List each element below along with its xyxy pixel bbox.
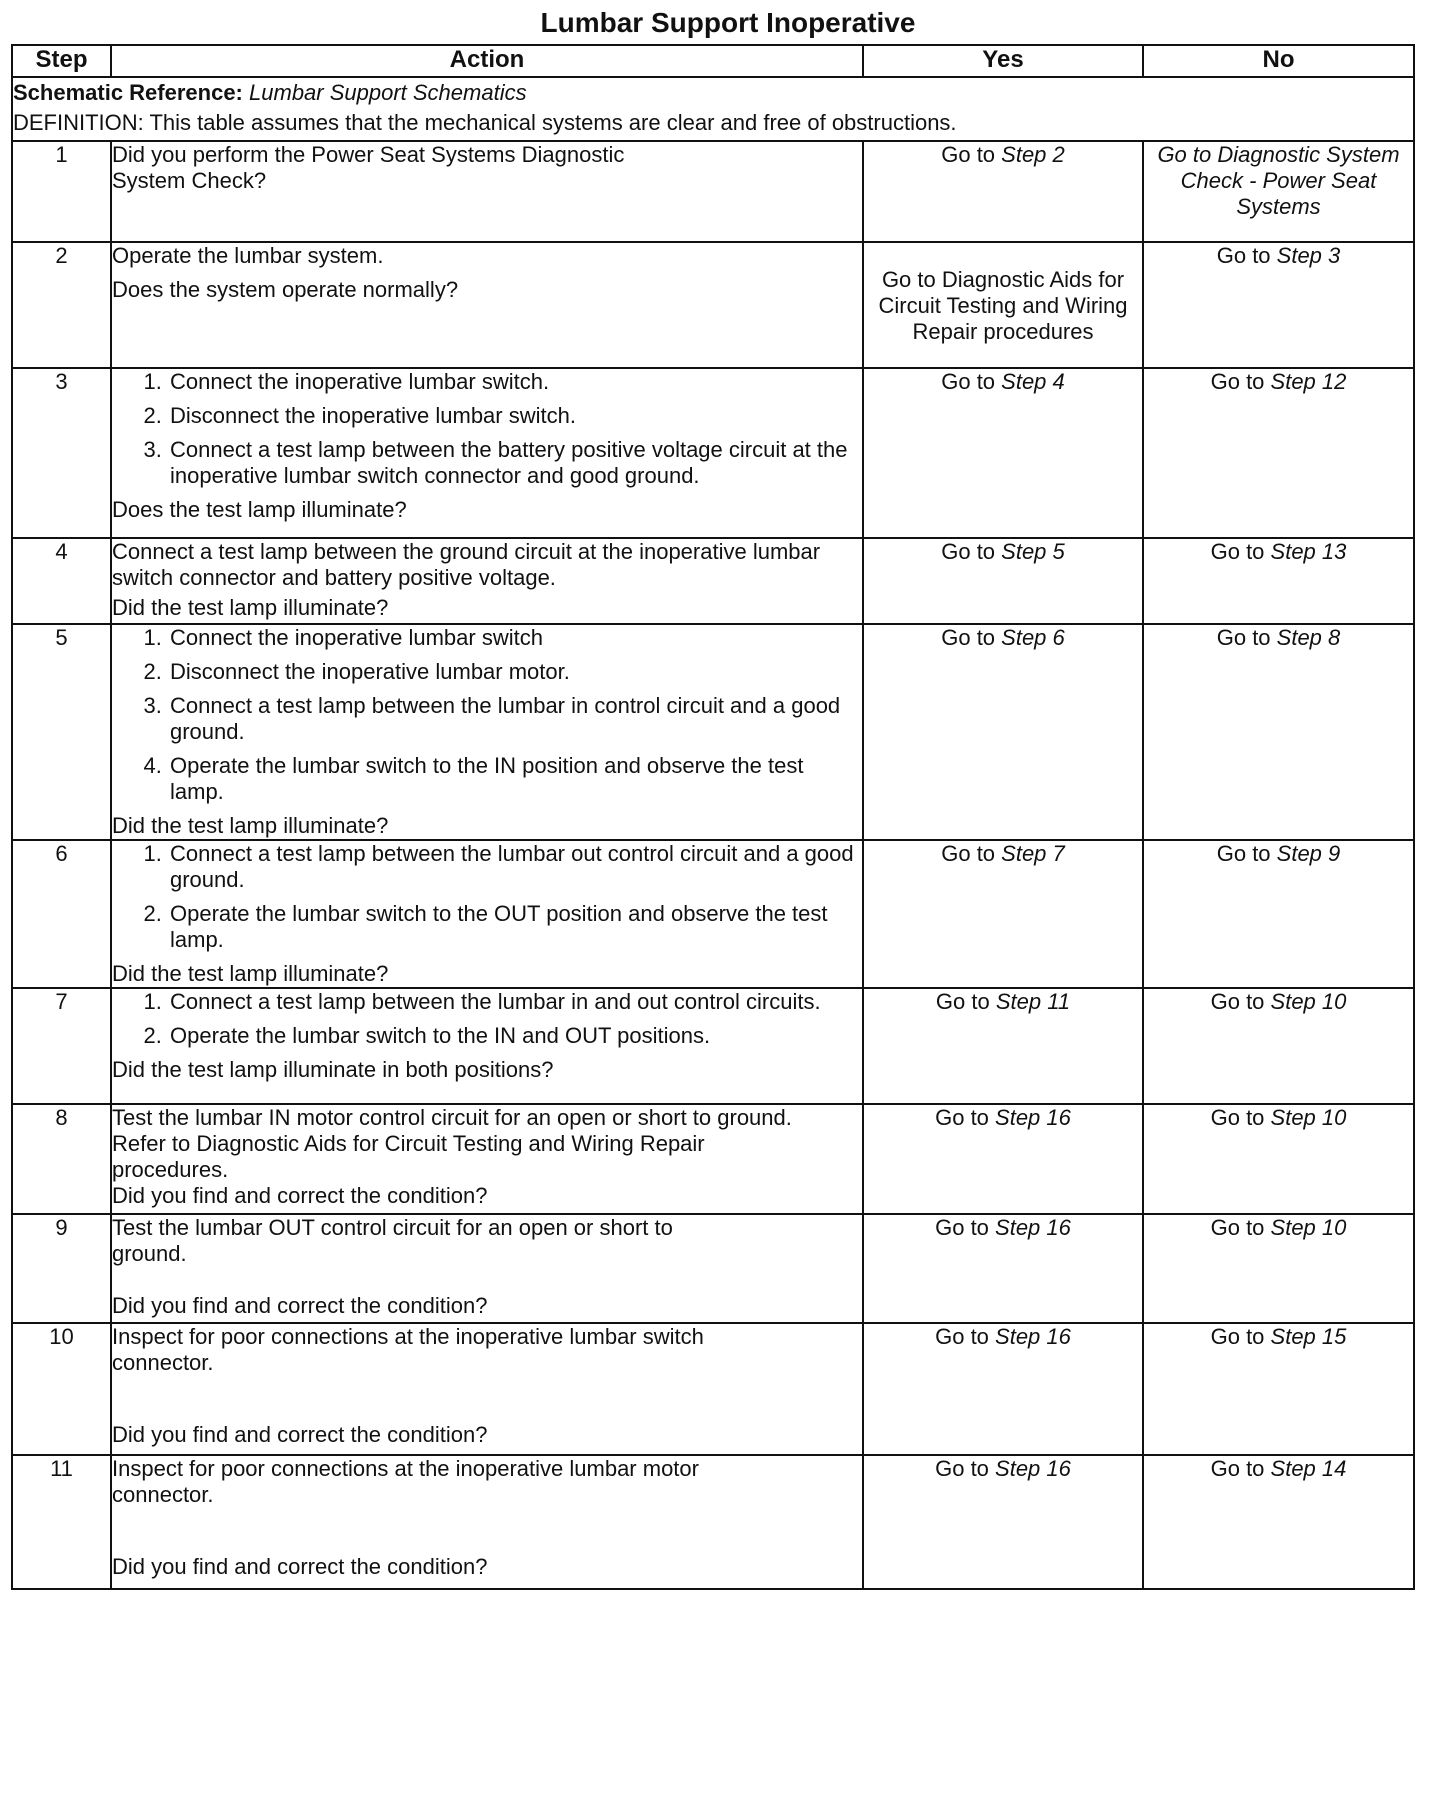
step-number: 6: [12, 840, 111, 988]
action-step-item: 1. Connect the inoperative lumbar switch.: [168, 369, 862, 395]
header-action: Action: [111, 45, 863, 77]
action-question: Did you find and correct the condition?: [112, 1183, 488, 1208]
no-cell: [1143, 624, 1414, 840]
action-step-item: 3. Connect a test lamp between the lumbar in control circuit and a good ground.: [168, 693, 862, 745]
header-step: Step: [12, 45, 111, 77]
action-cell: [111, 840, 863, 988]
action-question: Did the test lamp illuminate?: [112, 595, 389, 620]
action-step-item: 1. Connect the inoperative lumbar switch: [168, 625, 862, 651]
no-step-link[interactable]: Step 10: [1270, 989, 1347, 1014]
no-prefix: Go to: [1216, 625, 1277, 650]
table-row: [12, 988, 1414, 1104]
yes-cell: [863, 1104, 1143, 1214]
no-cell: [1143, 1104, 1414, 1214]
no-cell: [1143, 368, 1414, 538]
action-steps: [112, 841, 862, 953]
no-cell: [1143, 1214, 1414, 1323]
table-row: [12, 242, 1414, 368]
yes-step-link[interactable]: Step 16: [995, 1105, 1071, 1130]
step-number: 5: [12, 624, 111, 840]
no-step-link[interactable]: Step 3: [1276, 243, 1341, 268]
action-question: Does the test lamp illuminate?: [112, 497, 407, 522]
step-number: 3: [12, 368, 111, 538]
action-cell: [111, 1323, 863, 1455]
table-row: [12, 1455, 1414, 1589]
action-step-item: 3. Connect a test lamp between the battery positive voltage circuit at the inoperative lumbar switch connector and good ground.: [168, 437, 862, 489]
action-question: Did the test lamp illuminate in both positions?: [112, 1057, 554, 1082]
yes-cell: [863, 538, 1143, 624]
no-prefix: Go to: [1210, 539, 1271, 564]
no-step-link[interactable]: Step 14: [1270, 1456, 1347, 1481]
yes-step-link[interactable]: Step 16: [995, 1456, 1071, 1481]
no-prefix: Go to: [1210, 1324, 1271, 1349]
action-question: Does the system operate normally?: [112, 277, 459, 302]
table-row: [12, 368, 1414, 538]
action-intro: Inspect for poor connections at the inoperative lumbar motor connector.: [112, 1456, 699, 1507]
action-cell: [111, 1104, 863, 1214]
yes-step-link[interactable]: Step 7: [1001, 841, 1065, 866]
action-intro: Test the lumbar OUT control circuit for an open or short to ground.: [112, 1215, 673, 1266]
yes-prefix: Go to: [935, 1215, 996, 1240]
yes-step-link[interactable]: Step 2: [1001, 142, 1065, 167]
step-number: 1: [12, 141, 111, 242]
no-prefix: Go to: [1210, 989, 1271, 1014]
yes-step-link[interactable]: Step 6: [1001, 625, 1065, 650]
reference-row: [12, 77, 1414, 141]
table-row: [12, 1104, 1414, 1214]
table-row: [12, 1214, 1414, 1323]
action-intro: Inspect for poor connections at the inoperative lumbar switch connector.: [112, 1324, 704, 1375]
action-question: Did the test lamp illuminate?: [112, 813, 389, 838]
reference-cell: [12, 77, 1414, 141]
action-step-item: 2. Disconnect the inoperative lumbar switch.: [168, 403, 862, 429]
action-cell: [111, 1214, 863, 1323]
no-cell: [1143, 242, 1414, 368]
yes-link[interactable]: Go to Diagnostic Aids for Circuit Testing and Wiring Repair procedures: [878, 267, 1128, 344]
action-question: Did you find and correct the condition?: [112, 1422, 488, 1447]
definition-text: DEFINITION: This table assumes that the mechanical systems are clear and free of obstructions.: [13, 110, 957, 135]
action-cell: [111, 368, 863, 538]
table-header-row: [12, 45, 1414, 77]
step-number: 4: [12, 538, 111, 624]
action-cell: [111, 242, 863, 368]
yes-prefix: Go to: [935, 1324, 996, 1349]
yes-prefix: Go to: [935, 989, 996, 1014]
table-row: [12, 141, 1414, 242]
yes-prefix: Go to: [935, 1105, 996, 1130]
no-cell: [1143, 538, 1414, 624]
schematic-label: Schematic Reference:: [13, 80, 243, 105]
yes-cell: [863, 840, 1143, 988]
action-question: Did you find and correct the condition?: [112, 1293, 488, 1318]
action-intro: Test the lumbar IN motor control circuit for an open or short to ground. Refer to Diagnostic Aids for Circuit Testing and Wiring Repair procedures.: [112, 1105, 792, 1182]
no-step-link[interactable]: Step 15: [1270, 1324, 1347, 1349]
no-prefix: Go to: [1210, 369, 1271, 394]
yes-step-link[interactable]: Step 16: [995, 1324, 1071, 1349]
no-step-link[interactable]: Step 9: [1276, 841, 1341, 866]
action-question: Did you find and correct the condition?: [112, 1554, 488, 1579]
header-yes: Yes: [863, 45, 1143, 77]
no-cell: [1143, 1455, 1414, 1589]
yes-cell: [863, 988, 1143, 1104]
no-cell: [1143, 141, 1414, 242]
no-step-link[interactable]: Step 10: [1270, 1215, 1347, 1240]
action-steps: [112, 625, 862, 805]
yes-cell: [863, 368, 1143, 538]
yes-step-link[interactable]: Step 16: [995, 1215, 1071, 1240]
yes-cell: [863, 141, 1143, 242]
step-number: 2: [12, 242, 111, 368]
action-cell: [111, 141, 863, 242]
schematic-reference: [13, 80, 1413, 106]
action-steps: [112, 369, 862, 489]
action-steps: [112, 989, 862, 1049]
action-step-item: 1. Connect a test lamp between the lumbar in and out control circuits.: [168, 989, 862, 1015]
action-cell: [111, 1455, 863, 1589]
step-number: 9: [12, 1214, 111, 1323]
table-row: [12, 1323, 1414, 1455]
no-step-link[interactable]: Step 12: [1270, 369, 1347, 394]
action-question: Did the test lamp illuminate?: [112, 961, 389, 986]
table-row: [12, 624, 1414, 840]
no-prefix: Go to: [1210, 1105, 1271, 1130]
diagnostic-table: [11, 44, 1415, 1590]
step-number: 10: [12, 1323, 111, 1455]
action-cell: [111, 988, 863, 1104]
no-cell: [1143, 840, 1414, 988]
action-intro: Operate the lumbar system.: [112, 243, 384, 268]
no-prefix: Go to: [1216, 841, 1277, 866]
no-prefix: Go to: [1210, 1215, 1271, 1240]
yes-step-link[interactable]: Step 11: [995, 989, 1071, 1014]
action-step-item: 1. Connect a test lamp between the lumbar out control circuit and a good ground.: [168, 841, 862, 893]
yes-prefix: Go to: [941, 539, 1002, 564]
no-cell: [1143, 1323, 1414, 1455]
action-intro: Connect a test lamp between the ground circuit at the inoperative lumbar switch connector and battery positive voltage.: [112, 539, 821, 590]
table-row: [12, 538, 1414, 624]
action-cell: [111, 538, 863, 624]
yes-prefix: Go to: [941, 841, 1002, 866]
yes-cell: [863, 624, 1143, 840]
yes-cell: [863, 242, 1143, 368]
no-step-link[interactable]: Step 8: [1276, 625, 1341, 650]
yes-prefix: Go to: [941, 142, 1002, 167]
page-title: Lumbar Support Inoperative: [540, 7, 916, 38]
yes-step-link[interactable]: Step 4: [1001, 369, 1065, 394]
yes-cell: [863, 1455, 1143, 1589]
no-cell: [1143, 988, 1414, 1104]
yes-cell: [863, 1214, 1143, 1323]
action-step-item: 2. Operate the lumbar switch to the IN and OUT positions.: [168, 1023, 862, 1049]
header-no: No: [1143, 45, 1414, 77]
action-step-item: 2. Operate the lumbar switch to the OUT position and observe the test lamp.: [168, 901, 862, 953]
action-text: Did you perform the Power Seat Systems Diagnostic System Check?: [112, 142, 625, 193]
schematic-link[interactable]: Lumbar Support Schematics: [249, 80, 527, 105]
no-step-link[interactable]: Step 13: [1270, 539, 1347, 564]
action-step-item: 4. Operate the lumbar switch to the IN position and observe the test lamp.: [168, 753, 862, 805]
no-step-link[interactable]: Step 10: [1270, 1105, 1347, 1130]
step-number: 7: [12, 988, 111, 1104]
yes-cell: [863, 1323, 1143, 1455]
yes-prefix: Go to: [941, 369, 1002, 394]
no-prefix: Go to: [1210, 1456, 1271, 1481]
step-number: 8: [12, 1104, 111, 1214]
action-step-item: 2. Disconnect the inoperative lumbar motor.: [168, 659, 862, 685]
yes-step-link[interactable]: Step 5: [1001, 539, 1065, 564]
action-cell: [111, 624, 863, 840]
yes-prefix: Go to: [935, 1456, 996, 1481]
table-row: [12, 840, 1414, 988]
no-prefix: Go to: [1216, 243, 1277, 268]
no-link[interactable]: Go to Diagnostic System Check - Power Seat Systems: [1157, 142, 1400, 219]
step-number: 11: [12, 1455, 111, 1589]
yes-prefix: Go to: [941, 625, 1002, 650]
